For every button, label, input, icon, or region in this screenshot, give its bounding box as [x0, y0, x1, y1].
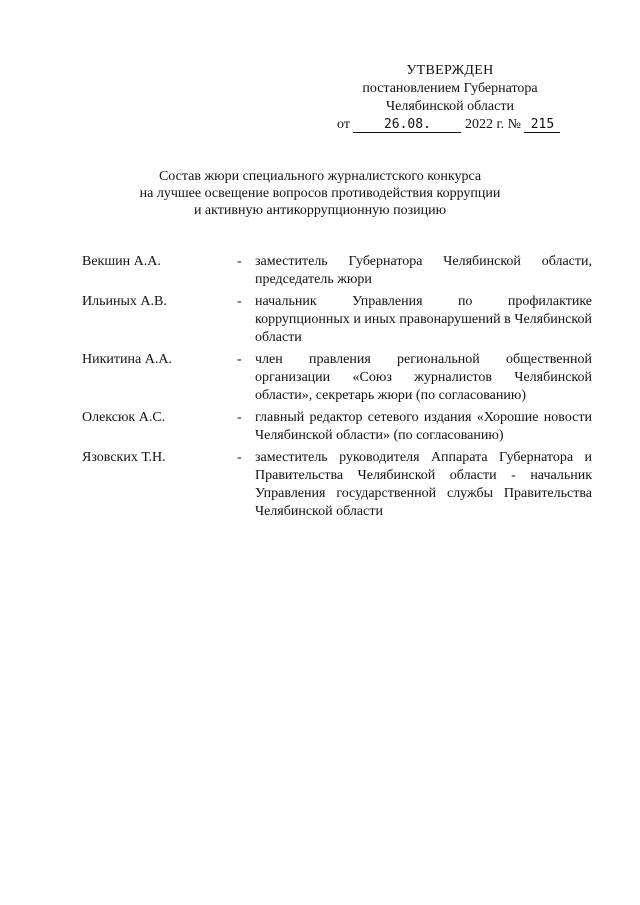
member-row	[82, 409, 592, 445]
year-text: 2022 г.	[464, 117, 505, 132]
approval-title: УТВЕРЖДЕН	[406, 63, 494, 78]
document-heading	[60, 168, 580, 219]
member-role: начальник Управления по профилактике коррупционных и иных правонарушений в Челябинской области	[255, 294, 592, 345]
member-role: заместитель Губернатора Челябинской области, председатель жюри	[255, 254, 592, 287]
heading-line-3: и активную антикоррупционную позицию	[193, 203, 447, 218]
member-row	[82, 449, 592, 521]
approval-line-2: Челябинской области	[386, 99, 514, 114]
member-name: Никитина А.А.	[82, 352, 172, 367]
member-role: член правления региональной общественной организации «Союз журналистов Челябинской области», секретарь жюри (по согласованию)	[255, 352, 592, 403]
jury-members-list	[82, 253, 592, 525]
heading-line-1: Состав жюри специального журналистского конкурса	[158, 169, 482, 184]
member-dash: -	[237, 450, 242, 465]
member-dash: -	[237, 352, 242, 367]
member-name: Язовских Т.Н.	[82, 450, 166, 465]
member-dash: -	[237, 254, 242, 269]
from-label: от	[337, 117, 350, 132]
member-name: Олексюк А.С.	[82, 410, 166, 425]
number-label: №	[507, 117, 521, 132]
approval-date-line	[315, 116, 585, 134]
member-name: Ильиных А.В.	[82, 294, 167, 309]
number-field: 215	[524, 117, 560, 133]
heading-line-2: на лучшее освещение вопросов противодействия коррупции	[139, 186, 501, 201]
member-row	[82, 351, 592, 405]
approval-line-1: постановлением Губернатора	[362, 81, 538, 96]
date-field: 26.08.	[353, 117, 461, 133]
member-role: главный редактор сетевого издания «Хорошие новости Челябинской области» (по согласованию)	[255, 410, 592, 443]
member-role: заместитель руководителя Аппарата Губернатора и Правительства Челябинской области - начальник Управления государственной службы Правительства Челябинской области	[255, 450, 592, 519]
member-row	[82, 293, 592, 347]
member-dash: -	[237, 294, 242, 309]
member-dash: -	[237, 410, 242, 425]
member-name: Векшин А.А.	[82, 254, 161, 269]
approval-stamp	[315, 62, 585, 134]
member-row	[82, 253, 592, 289]
